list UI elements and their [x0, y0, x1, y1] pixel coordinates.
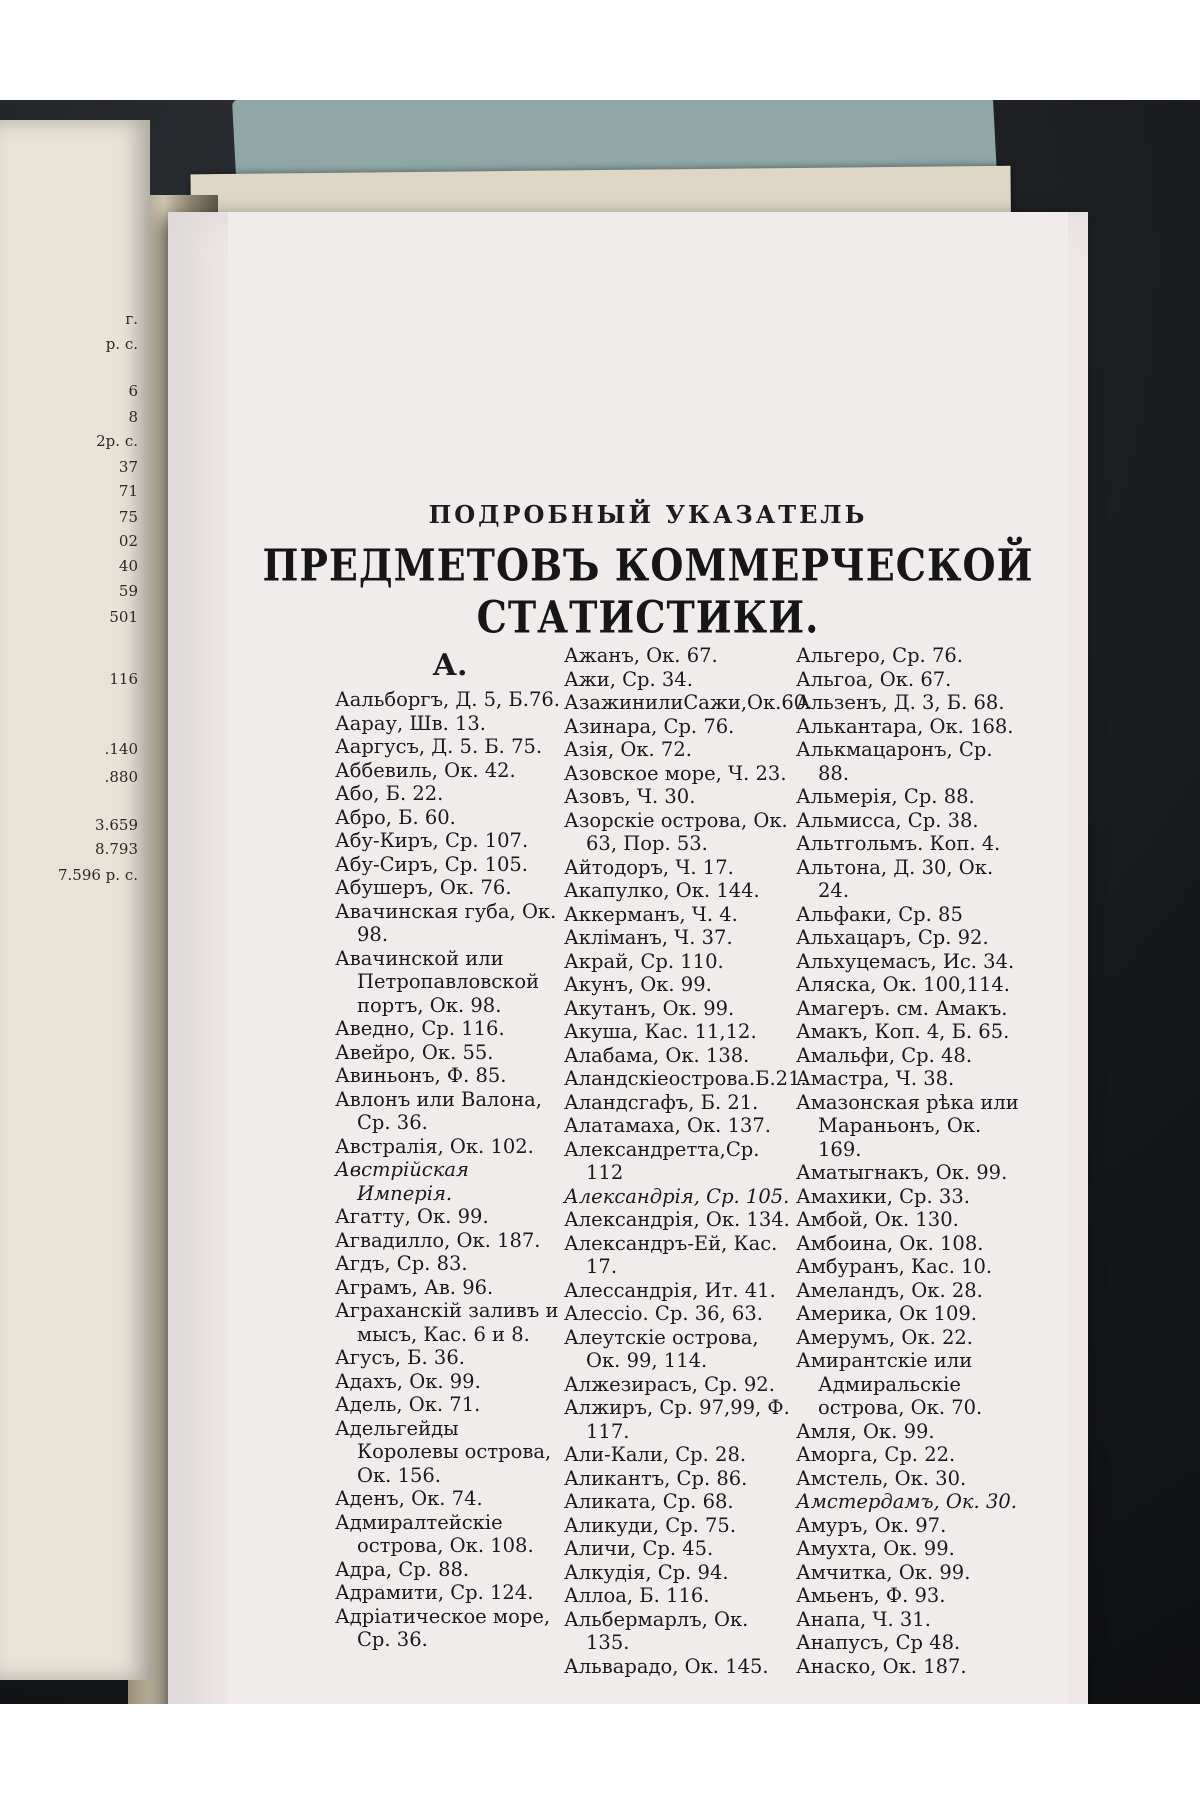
- page-heading: ПОДРОБНЫЙ УКАЗАТЕЛЬ: [428, 500, 868, 529]
- index-entry: Алкудія, Ср. 94.: [564, 1560, 729, 1584]
- section-letter: А.: [432, 648, 468, 683]
- index-entry: Агдъ, Ср. 83.: [335, 1252, 468, 1275]
- left-page-fragment: г.: [125, 310, 138, 328]
- index-entry: Альфаки, Ср. 85: [796, 902, 963, 926]
- left-page-fragment: 6: [128, 382, 138, 400]
- index-entry: Алатамаха, Ок. 137.: [564, 1114, 771, 1137]
- index-entry: Австрійская Имперія.: [335, 1158, 469, 1205]
- index-entry: Акутанъ, Ок. 99.: [564, 996, 735, 1020]
- index-entry: Айтодоръ, Ч. 17.: [564, 855, 734, 879]
- index-entry: Аландскіеострова.Б.21.: [564, 1067, 807, 1090]
- index-entry: Амстель, Ок. 30.: [796, 1466, 967, 1490]
- left-page: [0, 120, 150, 1680]
- left-page-fragment: 8: [128, 408, 138, 426]
- index-entry: Агвадилло, Ок. 187.: [335, 1228, 541, 1252]
- index-entry: Амбоина, Ок. 108.: [796, 1231, 984, 1255]
- index-entry: Амчитка, Ок. 99.: [796, 1560, 971, 1584]
- index-entry: Акуша, Кас. 11,12.: [564, 1020, 757, 1043]
- left-page-fragment: 116: [109, 670, 138, 688]
- index-entry: Акліманъ, Ч. 37.: [564, 926, 733, 949]
- index-entry: Анаско, Ок. 187.: [796, 1654, 967, 1678]
- left-page-fragment: р. с.: [105, 335, 138, 353]
- index-entry: Аденъ, Ок. 74.: [335, 1487, 483, 1510]
- index-entry: Амакъ, Коп. 4, Б. 65.: [796, 1020, 1010, 1043]
- index-column-1: [335, 644, 565, 1652]
- left-page-fragment: 75: [118, 508, 138, 526]
- index-entry: Амастра, Ч. 38.: [796, 1067, 955, 1090]
- index-entry: Али-Кали, Ср. 28.: [564, 1443, 747, 1466]
- index-entry: Азовское море, Ч. 23.: [564, 761, 787, 785]
- index-entry: Анапа, Ч. 31.: [796, 1607, 931, 1631]
- index-entry: Адра, Ср. 88.: [335, 1557, 470, 1581]
- left-page-fragment: 3.659: [95, 816, 138, 834]
- index-entry: Авиньонъ, Ф. 85.: [335, 1064, 507, 1087]
- index-entry: Авлонъ или Валона, Ср. 36.: [335, 1087, 542, 1134]
- index-entry: Агатту, Ок. 99.: [335, 1205, 489, 1228]
- index-entry: Амахики, Ср. 33.: [796, 1184, 970, 1208]
- index-entry: Австралія, Ок. 102.: [335, 1134, 534, 1158]
- index-entry: Амазонская рѣка или Мараньонъ, Ок. 169.: [796, 1090, 1019, 1161]
- index-column-3: [796, 644, 1026, 1678]
- index-entry: Александрія, Ок. 134.: [564, 1208, 790, 1231]
- index-entry: Алжиръ, Ср. 97,99, Ф. 117.: [564, 1396, 790, 1443]
- index-entry: Альгеро, Ср. 76.: [796, 644, 963, 667]
- index-entry: Аличи, Ср. 45.: [564, 1537, 714, 1560]
- index-entry: Альтона, Д. 30, Ок. 24.: [796, 855, 994, 902]
- index-entry: Алеутскіе острова, Ок. 99, 114.: [564, 1325, 759, 1372]
- index-entry: Аландсгафъ, Б. 21.: [564, 1090, 759, 1114]
- index-entry: Алабама, Ок. 138.: [564, 1043, 750, 1067]
- index-entry: Амальфи, Ср. 48.: [796, 1043, 973, 1067]
- index-entry: АзажинилиСажи,Ок.60.: [564, 691, 813, 714]
- index-entry: Адахъ, Ок. 99.: [335, 1369, 481, 1393]
- index-entry: Альмерія, Ср. 88.: [796, 785, 975, 808]
- index-entry: Альмисса, Ср. 38.: [796, 808, 979, 832]
- index-entry: Амля, Ок. 99.: [796, 1419, 935, 1443]
- index-entry: Авейро, Ок. 55.: [335, 1040, 494, 1064]
- index-entry: Аальборгъ, Д. 5, Б.76.: [335, 688, 560, 711]
- index-entry: Альтгольмъ. Коп. 4.: [796, 832, 1001, 855]
- index-entry: Амуръ, Ок. 97.: [796, 1513, 947, 1537]
- index-entry: Адмиралтейскіе острова, Ок. 108.: [335, 1510, 534, 1557]
- left-page-fragment: 8.793: [95, 840, 138, 858]
- index-entry: Адель, Ок. 71.: [335, 1393, 481, 1416]
- index-entry: Алессіо. Ср. 36, 63.: [564, 1302, 763, 1325]
- index-entry: Ааргусъ, Д. 5. Б. 75.: [335, 735, 543, 758]
- index-entry: Авачинской или Петропавловской портъ, Ок. 98.: [335, 946, 540, 1017]
- index-entry: Аматыгнакъ, Ок. 99.: [796, 1161, 1008, 1184]
- index-entry: Альзенъ, Д. 3, Б. 68.: [796, 691, 1005, 714]
- index-entry: Або, Б. 22.: [335, 782, 444, 805]
- index-entry: Амерумъ, Ок. 22.: [796, 1325, 973, 1349]
- book-photo: [0, 100, 1200, 1704]
- index-entry: Абу-Киръ, Ср. 107.: [335, 829, 529, 852]
- index-entry: Азинара, Ср. 76.: [564, 714, 735, 738]
- left-page-fragment: 7.596 р. с.: [57, 866, 138, 884]
- index-entry: Ажи, Ср. 34.: [564, 667, 693, 691]
- index-entry: Адельгейды Королевы острова, Ок. 156.: [335, 1416, 552, 1487]
- index-entry: Аббевиль, Ок. 42.: [335, 758, 516, 782]
- index-entry: Альварадо, Ок. 145.: [564, 1654, 769, 1678]
- index-entry: Акунъ, Ок. 99.: [564, 973, 712, 996]
- index-entry: Амбуранъ, Кас. 10.: [796, 1255, 993, 1278]
- index-entry: Агусъ, Б. 36.: [335, 1346, 465, 1369]
- index-entry: Альбермарлъ, Ок. 135.: [564, 1607, 749, 1654]
- index-entry: Аграмъ, Ав. 96.: [335, 1275, 494, 1299]
- index-entry: Аликуди, Ср. 75.: [564, 1513, 737, 1537]
- left-page-fragment: 71: [118, 482, 138, 500]
- index-entry: Алжезирасъ, Ср. 92.: [564, 1372, 775, 1396]
- index-entry: Аарау, Шв. 13.: [335, 711, 487, 735]
- index-entry: Абу-Сиръ, Ср. 105.: [335, 852, 528, 876]
- index-entry: Альгоа, Ок. 67.: [796, 667, 952, 691]
- index-entry: Альхацаръ, Ср. 92.: [796, 926, 989, 949]
- index-entry: Альхуцемасъ, Ис. 34.: [796, 949, 1015, 973]
- left-page-fragment: 37: [118, 458, 138, 476]
- left-page-fragment: 501: [109, 608, 138, 626]
- index-entry: Азовъ, Ч. 30.: [564, 785, 696, 808]
- index-entry: Аккерманъ, Ч. 4.: [564, 902, 738, 926]
- index-entry: Аляска, Ок. 100,114.: [796, 973, 1010, 996]
- index-entry: Абушеръ, Ок. 76.: [335, 876, 512, 899]
- index-entry: Аведно, Ср. 116.: [335, 1017, 505, 1040]
- index-entry: Алькмацаронъ, Ср. 88.: [796, 738, 993, 785]
- index-entry: Аликантъ, Ср. 86.: [564, 1466, 748, 1490]
- index-entry: Алькантара, Ок. 168.: [796, 714, 1014, 738]
- index-entry: Амухта, Ок. 99.: [796, 1537, 955, 1560]
- left-page-fragment: 02: [118, 532, 138, 550]
- left-page-fragment: .140: [104, 740, 138, 758]
- index-entry: Анапусъ, Ср 48.: [796, 1631, 961, 1654]
- index-entry: Амагеръ. см. Амакъ.: [796, 996, 1008, 1020]
- index-entry: Амеландъ, Ок. 28.: [796, 1278, 983, 1302]
- index-entry: Акрай, Ср. 110.: [564, 949, 724, 973]
- left-page-fragment: .880: [104, 768, 138, 786]
- index-entry: Алессандрія, Ит. 41.: [564, 1278, 776, 1302]
- index-entry: Адріатическое море, Ср. 36.: [335, 1604, 551, 1651]
- index-entry: Америка, Ок 109.: [796, 1302, 977, 1325]
- index-entry: Ажанъ, Ок. 67.: [564, 644, 718, 667]
- main-page: [168, 212, 1088, 1704]
- index-entry: Азія, Ок. 72.: [564, 738, 692, 761]
- index-entry: Аморга, Ср. 22.: [796, 1443, 956, 1466]
- index-column-2: [564, 644, 813, 1678]
- index-entry: Абро, Б. 60.: [335, 805, 456, 829]
- index-entry: Александръ-Ей, Кас. 17.: [564, 1231, 778, 1278]
- index-entry: Амирантскіе или Адмиральскіе острова, Ок. 70.: [796, 1349, 983, 1419]
- index-entry: Аликата, Ср. 68.: [564, 1490, 734, 1513]
- index-entry: Адрамити, Ср. 124.: [335, 1581, 534, 1604]
- index-entry: Аллоа, Б. 116.: [564, 1584, 710, 1607]
- index-entry: Амьенъ, Ф. 93.: [796, 1584, 946, 1607]
- left-page-fragment: 40: [118, 557, 138, 575]
- index-entry: Александрія, Ср. 105.: [564, 1184, 790, 1208]
- index-entry: Амбой, Ок. 130.: [796, 1208, 959, 1231]
- index-entry: Азорскіе острова, Ок. 63, Пор. 53.: [564, 808, 788, 855]
- index-entry: Амстердамъ, Ок. 30.: [796, 1490, 1017, 1513]
- index-entry: Аграханскій заливъ и мысъ, Кас. 6 и 8.: [335, 1299, 559, 1346]
- left-page-fragment: 59: [118, 582, 138, 600]
- left-page-fragment: 2р. с.: [96, 432, 138, 450]
- index-entry: Акапулко, Ок. 144.: [564, 879, 760, 902]
- page-content: [228, 212, 1068, 1704]
- index-entry: Александретта,Ср. 112: [564, 1137, 760, 1184]
- page-title: ПРЕДМЕТОВЪ КОММЕРЧЕСКОЙ СТАТИСТИКИ.: [262, 539, 1034, 643]
- index-entry: Авачинская губа, Ок. 98.: [335, 899, 557, 946]
